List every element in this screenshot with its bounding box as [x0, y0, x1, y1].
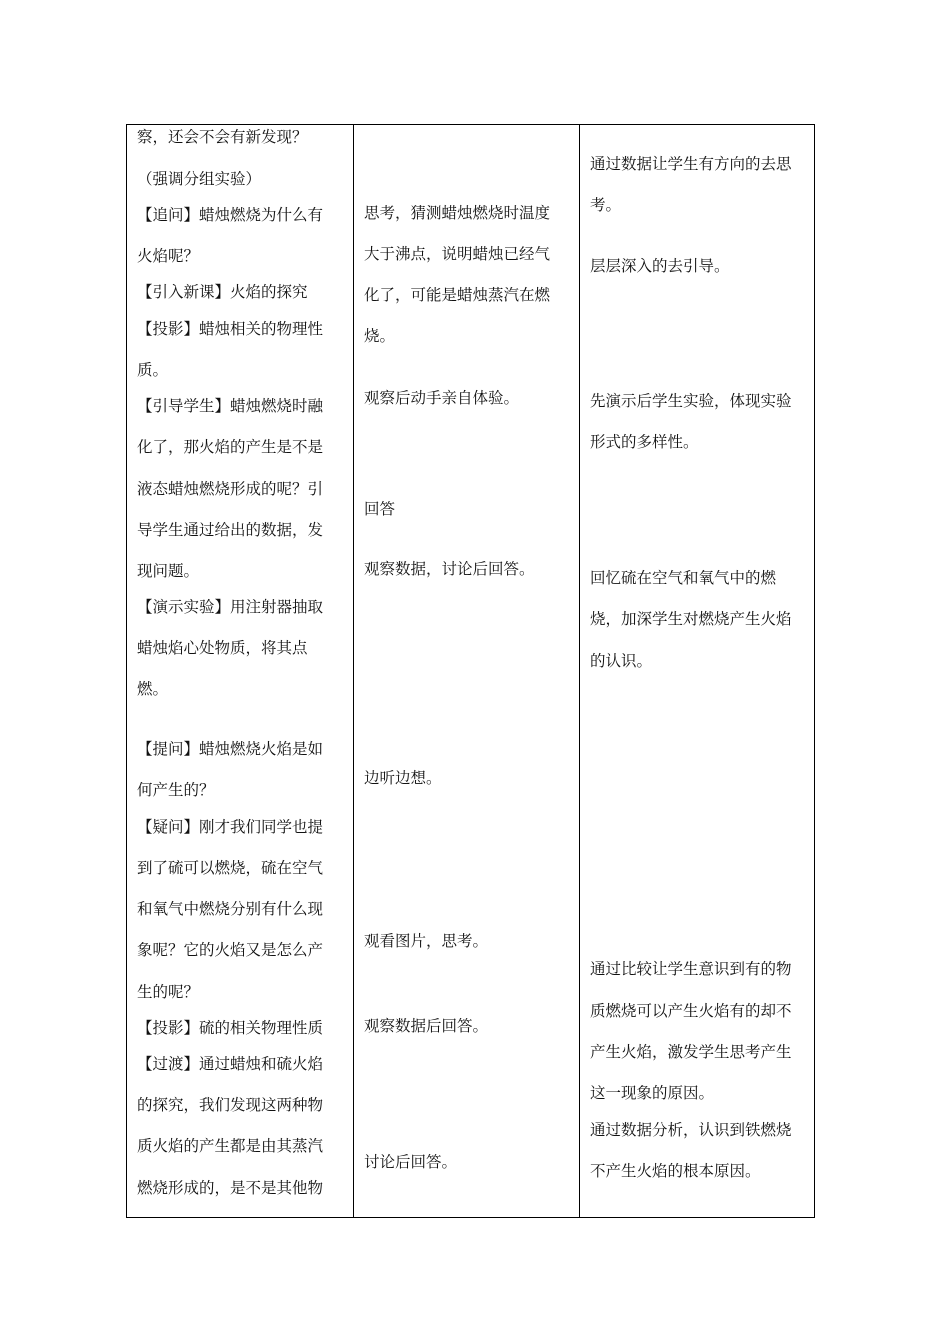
text-line: 导学生通过给出的数据，发 [137, 521, 324, 539]
text-line: 质燃烧可以产生火焰有的却不 [590, 1002, 792, 1020]
text-line: 大于沸点，说明蜡烛已经气 [364, 245, 551, 263]
text-line: 【疑问】刚才我们同学也提 [137, 818, 324, 836]
text-line: 燃。 [137, 680, 169, 698]
text-line: 【投影】硫的相关物理性质 [137, 1019, 324, 1037]
text-line: 产生火焰，激发学生思考产生 [590, 1043, 792, 1061]
text-line: 燃烧形成的，是不是其他物 [137, 1179, 324, 1197]
text-line: 生的呢？ [137, 983, 200, 1001]
text-line: 层层深入的去引导。 [590, 257, 730, 275]
text-line: 通过数据分析，认识到铁燃烧 [590, 1121, 792, 1139]
text-line: 思考，猜测蜡烛燃烧时温度 [364, 204, 551, 222]
text-line: 质。 [137, 361, 169, 379]
text-line: 【投影】蜡烛相关的物理性 [137, 320, 324, 338]
text-line: 化了，那火焰的产生是不是 [137, 438, 324, 456]
student-activity-column [354, 125, 580, 1217]
text-line: 回答 [364, 500, 396, 518]
text-line: 形式的多样性。 [590, 433, 699, 451]
text-line: 烧，加深学生对燃烧产生火焰 [590, 610, 792, 628]
text-line: 考。 [590, 196, 622, 214]
text-line: 这一现象的原因。 [590, 1084, 715, 1102]
text-line: 先演示后学生实验，体现实验 [590, 392, 792, 410]
text-line: 边听边想。 [364, 769, 442, 787]
text-line: 【提问】蜡烛燃烧火焰是如 [137, 740, 324, 758]
text-line: 的探究，我们发现这两种物 [137, 1096, 324, 1114]
text-line: 【演示实验】用注射器抽取 [137, 598, 324, 616]
text-line: 化了，可能是蜡烛蒸汽在燃 [364, 286, 551, 304]
text-line: 【引导学生】蜡烛燃烧时融 [137, 397, 324, 415]
text-line: 蜡烛焰心处物质，将其点 [137, 639, 308, 657]
text-line: 液态蜡烛燃烧形成的呢？引 [137, 480, 324, 498]
text-line: 观看图片，思考。 [364, 932, 489, 950]
text-line: 【引入新课】火焰的探究 [137, 283, 308, 301]
text-line: 烧。 [364, 327, 396, 345]
lesson-table [126, 124, 815, 1218]
text-line: 的认识。 [590, 652, 653, 670]
design-intent-column [580, 125, 814, 1217]
text-line: 【追问】蜡烛燃烧为什么有 [137, 206, 324, 224]
text-line: 和氧气中燃烧分别有什么现 [137, 900, 324, 918]
text-line: 讨论后回答。 [364, 1153, 458, 1171]
text-line: 观察数据，讨论后回答。 [364, 560, 535, 578]
text-line: 质火焰的产生都是由其蒸汽 [137, 1137, 324, 1155]
text-line: 到了硫可以燃烧，硫在空气 [137, 859, 324, 877]
text-line: 观察数据后回答。 [364, 1017, 489, 1035]
text-line: 象呢？它的火焰又是怎么产 [137, 941, 324, 959]
text-line: 察，还会不会有新发现？ [137, 128, 308, 146]
text-line: 通过数据让学生有方向的去思 [590, 155, 792, 173]
text-line: 火焰呢？ [137, 247, 200, 265]
text-line: 【过渡】通过蜡烛和硫火焰 [137, 1055, 324, 1073]
text-line: 回忆硫在空气和氧气中的燃 [590, 569, 777, 587]
text-line: 观察后动手亲自体验。 [364, 389, 520, 407]
teacher-activity-column [127, 125, 354, 1217]
text-line: 现问题。 [137, 562, 200, 580]
text-line: 不产生火焰的根本原因。 [590, 1162, 761, 1180]
text-line: （强调分组实验） [137, 170, 262, 188]
text-line: 何产生的？ [137, 781, 215, 799]
text-line: 通过比较让学生意识到有的物 [590, 960, 792, 978]
